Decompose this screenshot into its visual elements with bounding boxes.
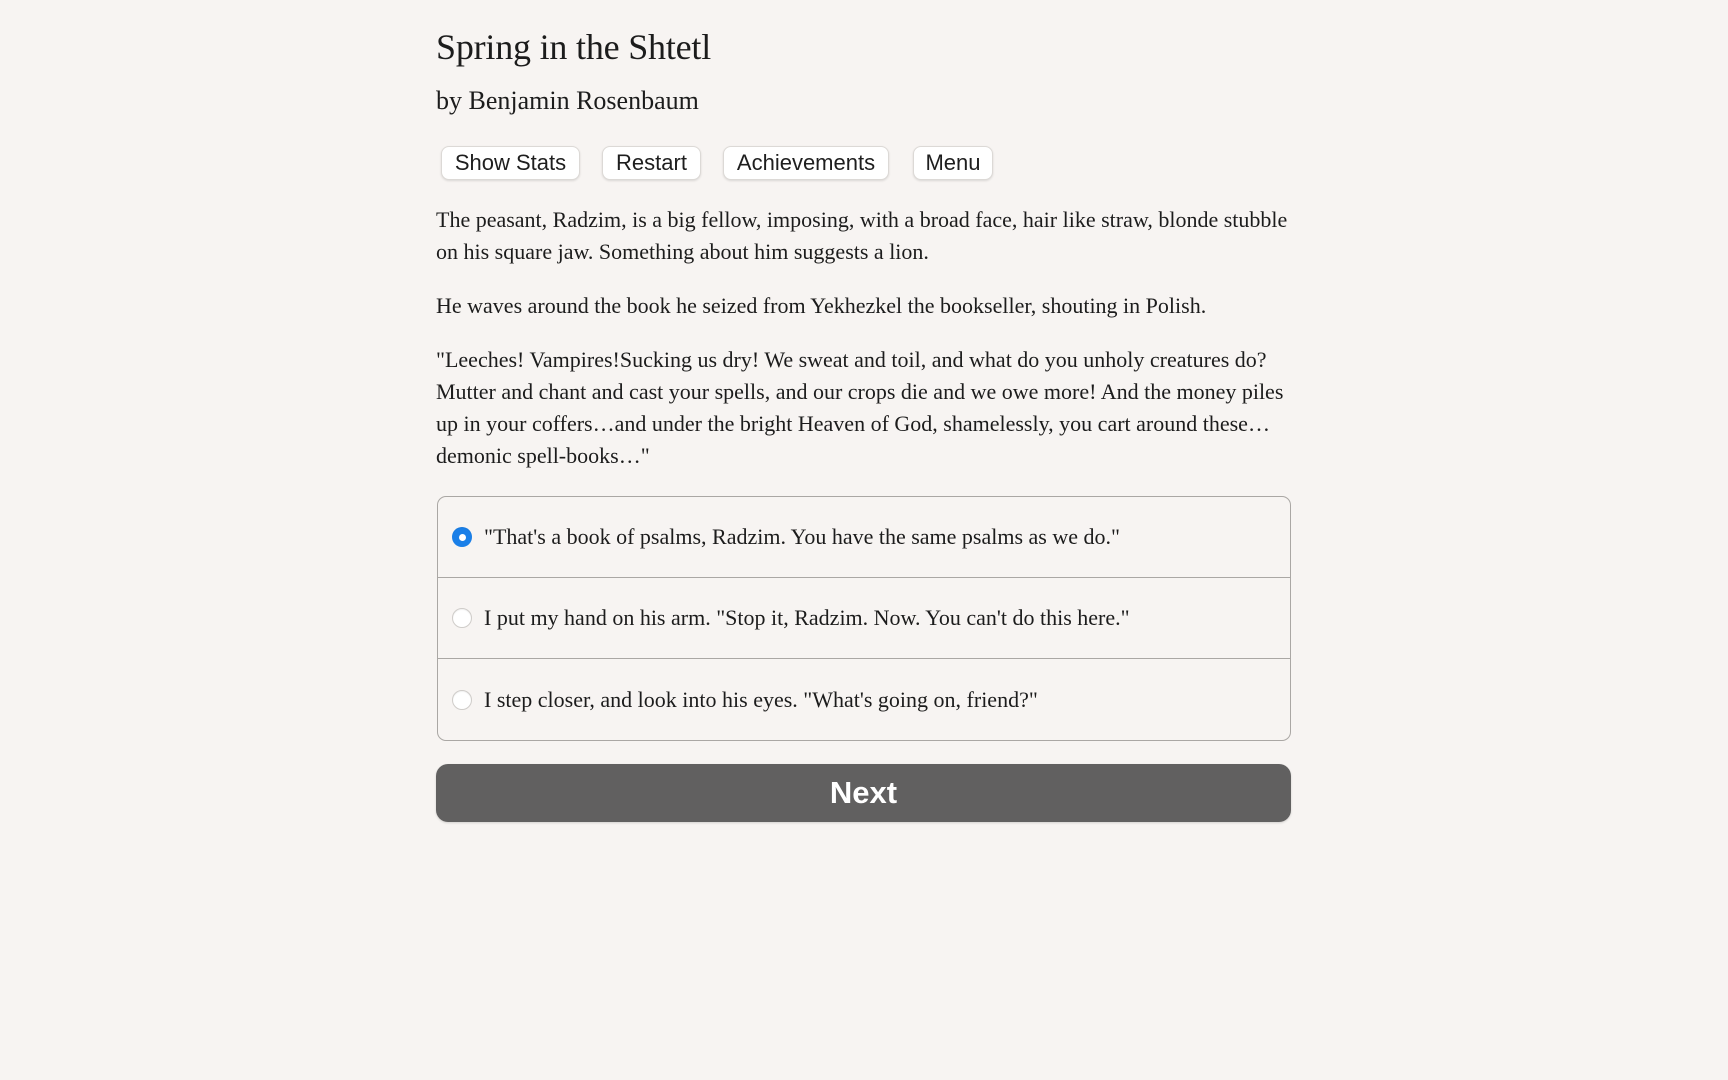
achievements-button[interactable]: Achievements [723,146,889,180]
radio-unselected-icon[interactable] [452,608,472,628]
restart-button[interactable]: Restart [602,146,701,180]
story-paragraph: He waves around the book he seized from Yekhezkel the bookseller, shouting in Polish. [436,293,1207,318]
game-title: Spring in the Shtetl [436,27,712,67]
choice-label: I step closer, and look into his eyes. "What's going on, friend?" [484,686,1038,712]
story-text [436,204,1296,494]
story-paragraph: "Leeches! Vampires!Sucking us dry! We sweat and toil, and what do you unholy creatures do? Mutter and chant and cast your spells, and our crops die and we owe more! And the money piles up in your coffers…and under the bright Heaven of God, shamelessly, you cart around these…demonic spell-books…" [436,347,1284,468]
choice-option-hand-on-arm[interactable] [438,578,1290,659]
author-byline: by Benjamin Rosenbaum [436,86,699,115]
menu-button[interactable]: Menu [913,146,993,180]
story-paragraph: The peasant, Radzim, is a big fellow, imposing, with a broad face, hair like straw, blonde stubble on his square jaw. Something about him suggests a lion. [436,207,1288,264]
choice-list [437,496,1291,741]
choice-label: I put my hand on his arm. "Stop it, Radzim. Now. You can't do this here." [484,605,1130,630]
game-toolbar [436,146,1036,184]
radio-unselected-icon[interactable] [452,690,472,710]
choice-label: "That's a book of psalms, Radzim. You have the same psalms as we do." [484,524,1121,549]
choice-option-step-closer[interactable] [438,659,1290,740]
next-button[interactable]: Next [436,764,1291,822]
radio-selected-icon[interactable] [452,527,472,547]
choice-option-psalms[interactable] [438,497,1290,578]
show-stats-button[interactable]: Show Stats [441,146,580,180]
